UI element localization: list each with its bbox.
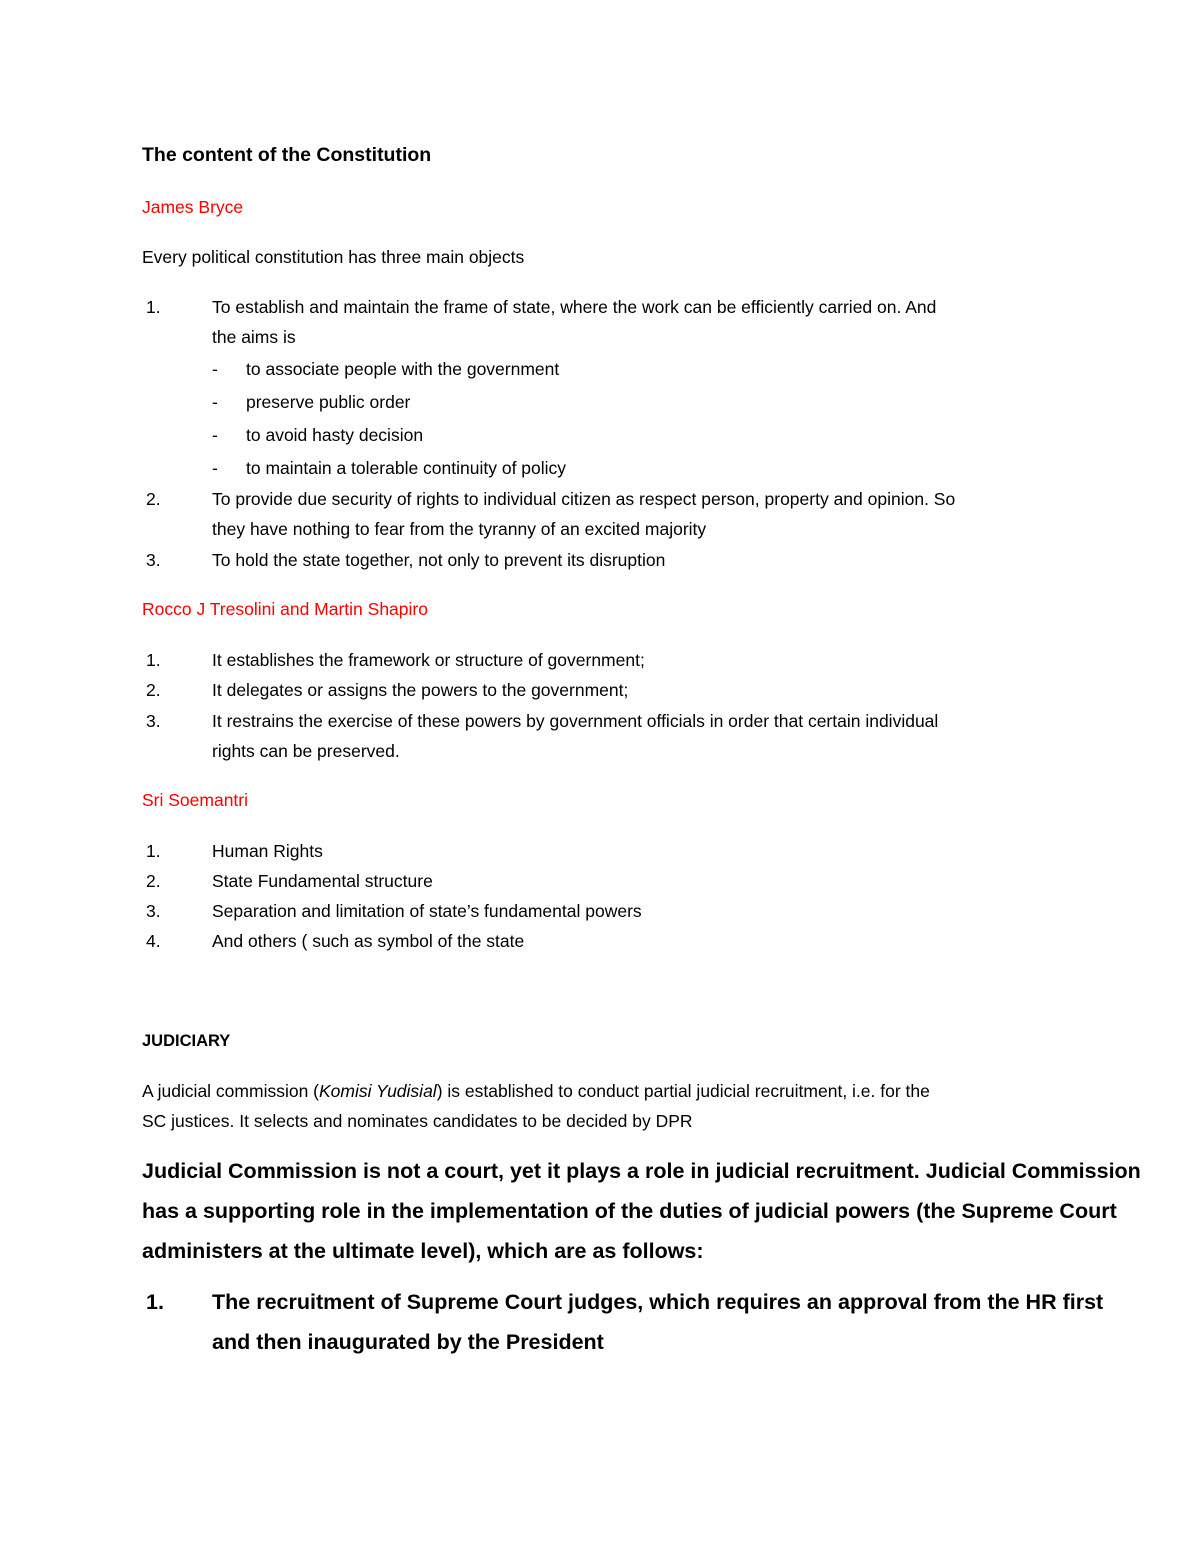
list-item-text: To establish and maintain the frame of state, where the work can be efficiently carried on. And [212,297,937,317]
list-item-text: To provide due security of rights to individual citizen as respect person, property and opinion. So [212,489,956,509]
list-item-text: Human Rights [212,841,323,861]
list-number: 4. [146,931,161,951]
dash-bullet: - [212,359,218,379]
judiciary-heading: JUDICIARY [142,1032,231,1050]
italic-term: Komisi Yudisial [319,1081,437,1101]
list-item-text-continued: the aims is [212,327,296,347]
judiciary-paragraph: A judicial commission (Komisi Yudisial) is established to conduct partial judicial recruitment, i.e. for the SC justices. It selects and nominates candidates to be decided by DPR [142,1081,930,1131]
list-number: 2. [146,680,161,700]
list-number: 2. [146,871,161,891]
list-number: 1. [146,841,161,861]
list-number: 1. [146,1290,164,1314]
author-heading-tresolini-shapiro: Rocco J Tresolini and Martin Shapiro [142,599,428,619]
list-number: 2. [146,489,161,509]
list-item-text: And others ( such as symbol of the state [212,931,525,951]
dash-bullet: - [212,392,218,412]
list-number: 3. [146,711,161,731]
list-number: 3. [146,550,161,570]
list-item-text-continued: rights can be preserved. [212,741,400,761]
list-number: 1. [146,297,161,317]
list-number: 1. [146,650,161,670]
judicial-commission-paragraph: Judicial Commission is not a court, yet it plays a role in judicial recruitment. Judicial Commission has a supporting role in the implementation of the duties of judicial powers (the Supreme Court administers at the ultimate level), which are as follows: [142,1159,1141,1263]
list-item-text: It restrains the exercise of these powers by government officials in order that certain individual [212,711,939,731]
author-heading-bryce: James Bryce [142,197,244,217]
section-intro: Every political constitution has three main objects [142,247,525,267]
list-item-text-continued: and then inaugurated by the President [212,1330,604,1354]
list-number: 3. [146,901,161,921]
dash-bullet: - [212,425,218,445]
author-heading-soemantri: Sri Soemantri [142,790,249,810]
list-item-text: The recruitment of Supreme Court judges, which requires an approval from the HR first [212,1290,1104,1314]
list-item-text: To hold the state together, not only to prevent its disruption [212,550,666,570]
list-item-text: It delegates or assigns the powers to the government; [212,680,629,700]
document-title: The content of the Constitution [142,144,432,166]
list-item-text-continued: they have nothing to fear from the tyranny of an excited majority [212,519,707,539]
dash-bullet: - [212,458,218,478]
list-item-text: State Fundamental structure [212,871,433,891]
list-item-text: It establishes the framework or structure of government; [212,650,645,670]
list-item-text: Separation and limitation of state’s fundamental powers [212,901,642,921]
